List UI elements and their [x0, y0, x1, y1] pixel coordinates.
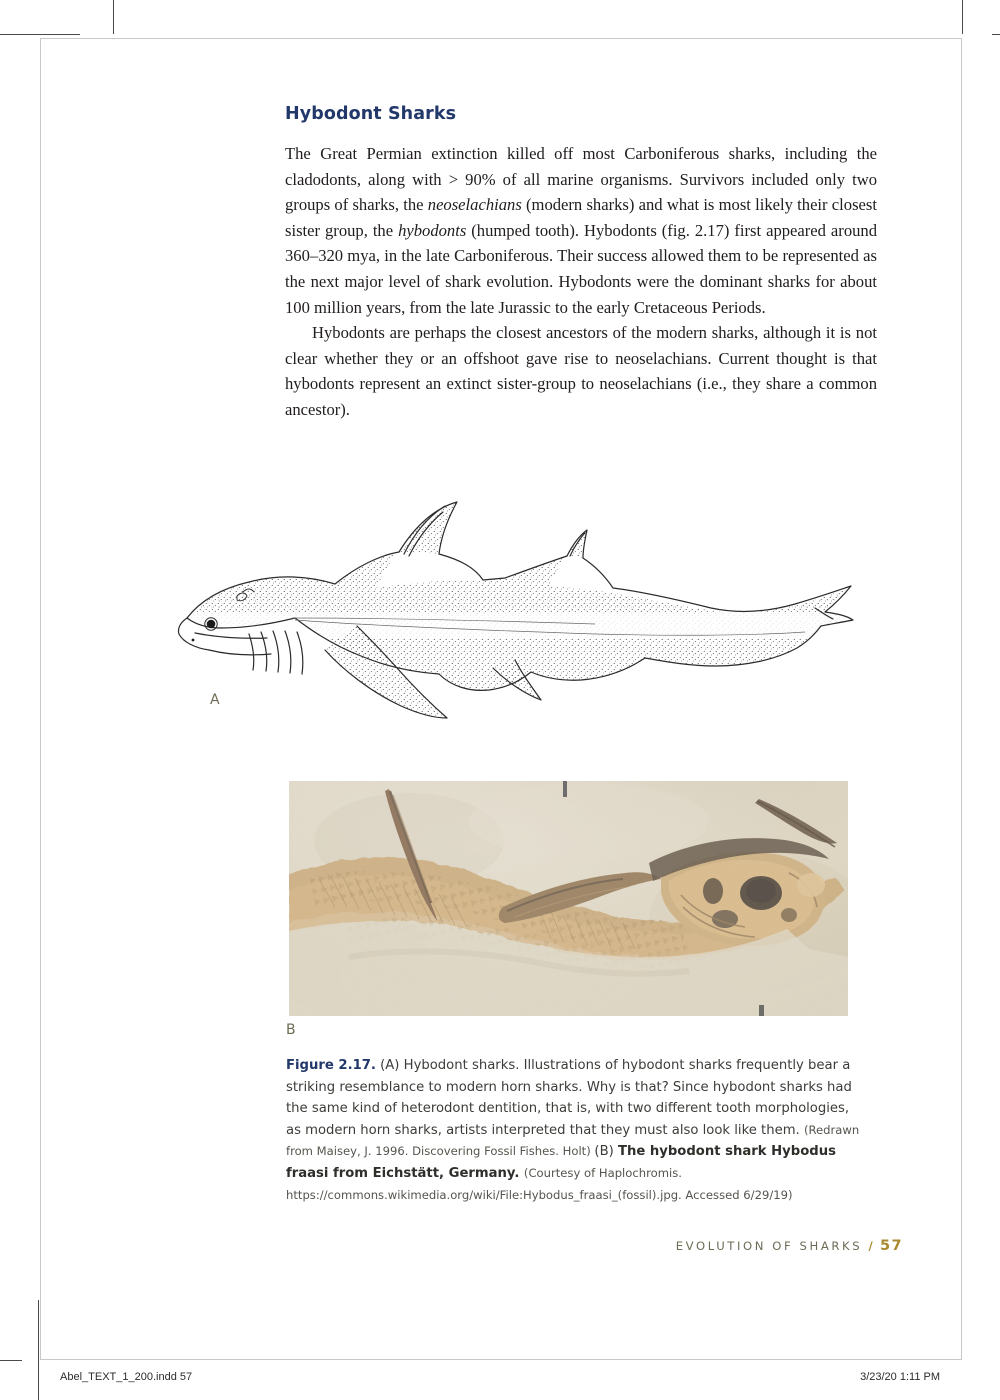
crop-mark-top-right-vertical: [962, 0, 963, 34]
figure-panel-b-label: B: [286, 1022, 297, 1038]
figure-panel-a-label: A: [210, 692, 220, 708]
term-neoselachians: neoselachians: [427, 195, 522, 215]
crop-mark-top-left-horizontal: [0, 34, 80, 35]
page-title: Hybodont Sharks: [285, 104, 457, 124]
print-footer: [60, 1371, 940, 1383]
figure-caption: [286, 1055, 866, 1206]
running-foot-chapter-title: EVOLUTION OF SHARKS: [675, 1239, 863, 1253]
figure-caption-text-b: The hybodont shark Hybodus fraasi from Eichstätt, Germany.: [286, 1144, 836, 1181]
photo-grain: [289, 781, 848, 1016]
figure-panel-a-illustration: [175, 500, 875, 740]
page-content-column: [285, 104, 877, 423]
shark-nostril: [192, 639, 195, 642]
running-foot: [0, 1238, 903, 1254]
figure-caption-source-b: (Courtesy of Haplochromis. https://commons.wikimedia.org/wiki/File:Hybodus_fraasi_(fossil).jpg. Accessed 6/29/19): [286, 1165, 793, 1202]
dorsal-fin-2-stipple: [555, 520, 615, 570]
crop-mark-bottom-left-vertical: [38, 1300, 39, 1400]
body-paragraph-1: The Great Permian extinction killed off most Carboniferous sharks, including the cladodonts, along with > 90% of all marine organisms. Survivors included only two groups of sharks, the neoselachians (modern sharks) and what is most likely their closest sister group, the hybodonts (humped tooth). Hybodonts (fig. 2.17) first appeared around 360–320 mya, in the late Carboniferous. Their success allowed them to be represented as the next major level of shark evolution. Hybodonts were the dominant sharks for about 100 million years, from the late Jurassic to the early Cretaceous Periods.: [285, 144, 878, 317]
page-number: 57: [880, 1238, 903, 1254]
crop-mark-top-right-horizontal: [992, 34, 1000, 35]
term-hybodonts: hybodonts: [398, 220, 467, 240]
body-paragraph-2: Hybodonts are perhaps the closest ancestors of the modern sharks, although it is not clear whether they or an offshoot gave rise to neoselachians. Current thought is that hybodonts represent an extinct sister-group to neoselachians (i.e., they share a common ancestor).: [285, 323, 877, 419]
figure-caption-text-a: (A) Hybodont sharks. Illustrations of hybodont sharks frequently bear a striking resemblance to modern horn sharks. Why is that? Since hybodont sharks had the same kind of heterodont dentition, that is, with two different tooth morphologies, as modern horn sharks, artists interpreted that they must also look like them.: [286, 1058, 852, 1138]
crop-mark-bottom-left-horizontal: [0, 1360, 22, 1361]
print-footer-timestamp: 3/23/20 1:11 PM: [860, 1371, 940, 1383]
print-footer-filename: Abel_TEXT_1_200.indd 57: [60, 1371, 193, 1383]
figure-panel-b-photo: [289, 781, 848, 1016]
figure-caption-label-b: (B): [594, 1144, 618, 1160]
shark-body-stipple: [175, 500, 875, 740]
dorsal-fin-1-stipple: [375, 500, 515, 580]
figure-caption-source-a: (Redrawn from Maisey, J. 1996. Discovering Fossil Fishes. Holt): [286, 1122, 860, 1159]
figure-caption-number: Figure 2.17.: [286, 1058, 376, 1073]
shark-eye: [207, 620, 216, 629]
crop-mark-top-left-vertical: [113, 0, 114, 34]
running-foot-separator: /: [868, 1239, 874, 1253]
